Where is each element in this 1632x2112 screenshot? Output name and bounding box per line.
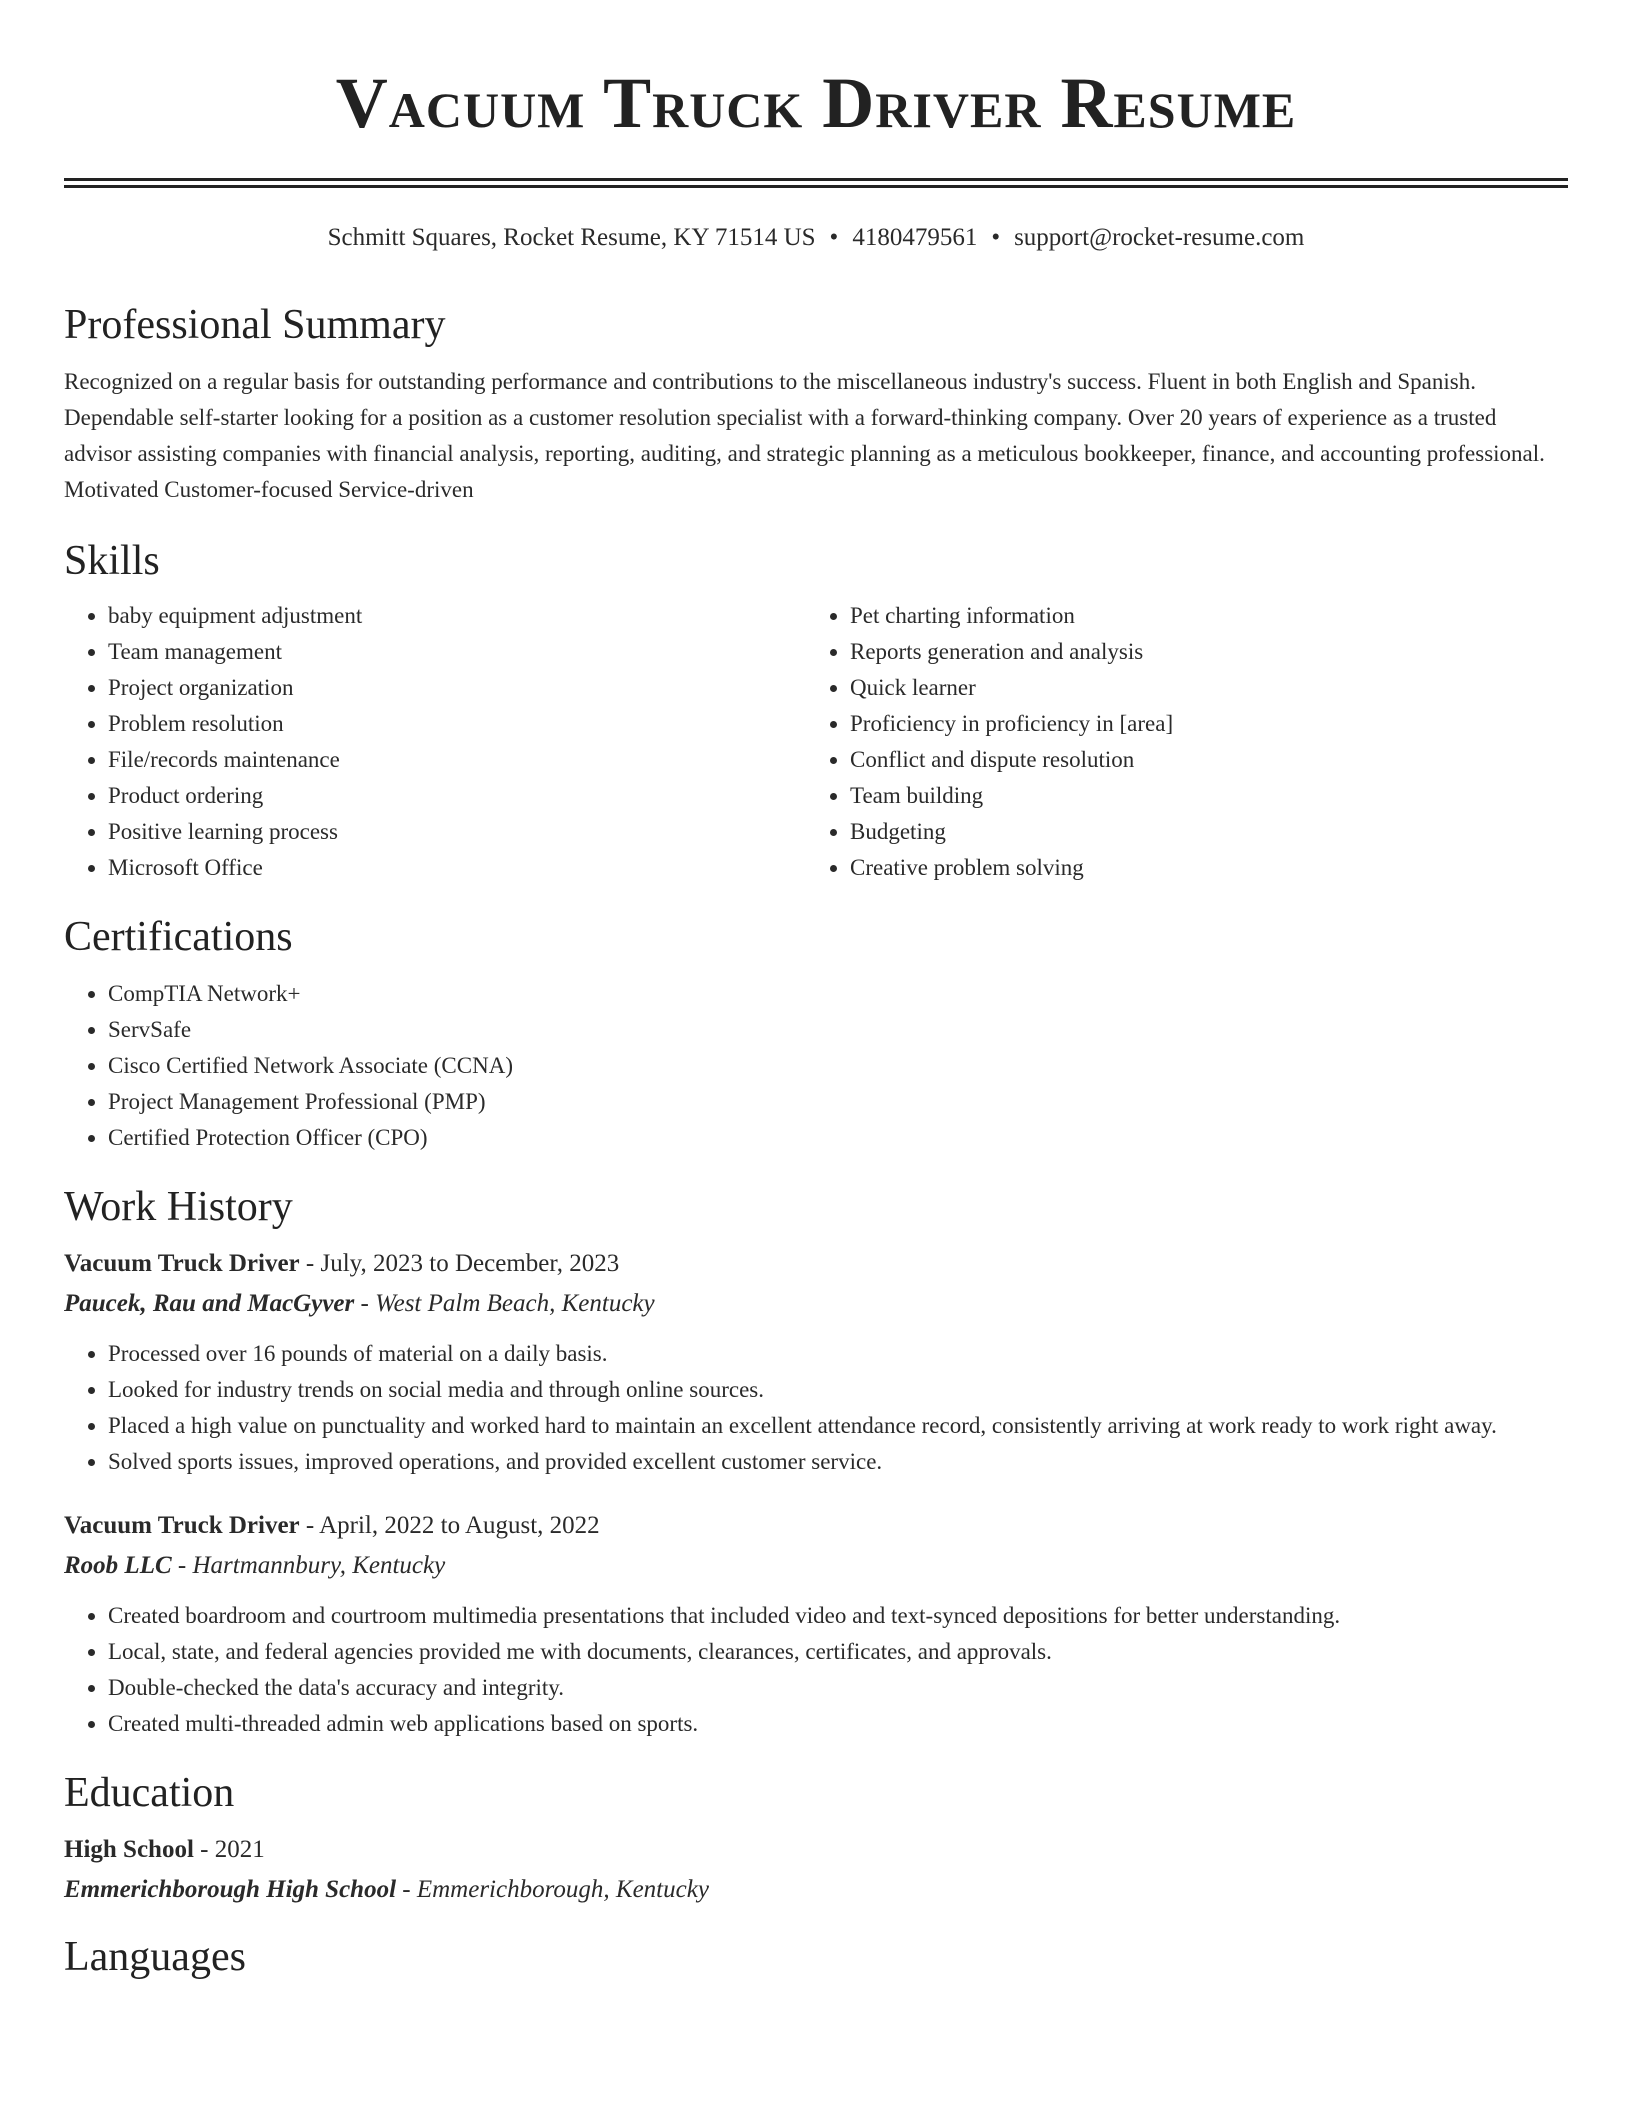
certification-item: • CompTIA Network+ [108, 976, 1568, 1012]
skill-item: • Quick learner [850, 670, 1548, 706]
certifications-heading: Certifications [64, 914, 293, 960]
job-company: Roob LLC [64, 1552, 172, 1579]
certification-item: • Project Management Professional (PMP) [108, 1084, 1568, 1120]
education-degree-line [64, 1832, 1568, 1868]
contact-phone: 4180479561 [852, 224, 978, 251]
contact-email: support@rocket-resume.com [1014, 224, 1305, 251]
job-bullet: • Solved sports issues, improved operations, and provided excellent customer service. [108, 1444, 1568, 1480]
job-dates: - July, 2023 to December, 2023 [299, 1250, 620, 1277]
resume-title: Vacuum Truck Driver Resume [335, 63, 1297, 143]
job-title-line [64, 1508, 1568, 1544]
certification-item: • Cisco Certified Network Associate (CCNA) [108, 1048, 1568, 1084]
skill-item: • Pet charting information [850, 598, 1548, 634]
job-bullets [64, 1336, 1568, 1480]
certification-item: • Certified Protection Officer (CPO) [108, 1120, 1568, 1156]
certification-item: • ServSafe [108, 1012, 1568, 1048]
education-location: - Emmerichborough, Kentucky [396, 1876, 709, 1903]
skill-item: • Microsoft Office [108, 850, 806, 886]
job-bullet: • Processed over 16 pounds of material on a daily basis. [108, 1336, 1568, 1372]
skill-item: • Positive learning process [108, 814, 806, 850]
skill-item: • Creative problem solving [850, 850, 1548, 886]
languages-heading: Languages [64, 1934, 246, 1980]
contact-separator: • [991, 224, 1001, 251]
contact-address: Schmitt Squares, Rocket Resume, KY 71514 US [327, 224, 816, 251]
job-bullet: • Placed a high value on punctuality and worked hard to maintain an excellent attendance record, consistently arriving at work ready to work right away. [108, 1408, 1568, 1444]
education-school-line [64, 1872, 1568, 1908]
education-degree: High School [64, 1836, 194, 1863]
skills-list-left [64, 598, 806, 886]
title-double-rule [64, 178, 1568, 188]
skills-list-right [806, 598, 1548, 886]
job-bullet: • Created boardroom and courtroom multimedia presentations that included video and text-synced depositions for better understanding. [108, 1598, 1568, 1634]
job-title: Vacuum Truck Driver [64, 1512, 300, 1539]
skill-item: • Project organization [108, 670, 806, 706]
job-location: - Hartmannbury, Kentucky [171, 1552, 446, 1579]
summary-heading: Professional Summary [64, 302, 446, 348]
job-bullets [64, 1598, 1568, 1742]
skills-heading: Skills [64, 538, 160, 584]
job-bullet: • Created multi-threaded admin web applications based on sports. [108, 1706, 1568, 1742]
job-entry [64, 1246, 1568, 1480]
contact-separator: • [829, 224, 839, 251]
certifications-list [64, 976, 1568, 1156]
job-title-line [64, 1246, 1568, 1282]
job-location: - West Palm Beach, Kentucky [354, 1290, 655, 1317]
education-heading: Education [64, 1770, 235, 1816]
skill-item: • Product ordering [108, 778, 806, 814]
education-school: Emmerichborough High School [64, 1876, 397, 1903]
skill-item: • baby equipment adjustment [108, 598, 806, 634]
job-entry [64, 1508, 1568, 1742]
work-history-heading: Work History [64, 1184, 293, 1230]
skill-item: • Team management [108, 634, 806, 670]
job-dates: - April, 2022 to August, 2022 [299, 1512, 600, 1539]
skill-item: • Team building [850, 778, 1548, 814]
job-company-line [64, 1286, 1568, 1322]
job-bullet: • Double-checked the data's accuracy and integrity. [108, 1670, 1568, 1706]
contact-line [64, 222, 1568, 254]
skill-item: • Reports generation and analysis [850, 634, 1548, 670]
job-bullet: • Looked for industry trends on social media and through online sources. [108, 1372, 1568, 1408]
job-company: Paucek, Rau and MacGyver [64, 1290, 355, 1317]
skill-item: • Conflict and dispute resolution [850, 742, 1548, 778]
skill-item: • File/records maintenance [108, 742, 806, 778]
skills-columns [64, 598, 1568, 886]
job-bullet: • Local, state, and federal agencies provided me with documents, clearances, certificates, and approvals. [108, 1634, 1568, 1670]
skill-item: • Budgeting [850, 814, 1548, 850]
education-year: - 2021 [193, 1836, 265, 1863]
skill-item: • Problem resolution [108, 706, 806, 742]
skill-item: • Proficiency in proficiency in [area] [850, 706, 1548, 742]
summary-text: Recognized on a regular basis for outstanding performance and contributions to the miscellaneous industry's success. Fluent in both English and Spanish. Dependable self-starter looking for a position as a customer resolution specialist with a forward-thinking company. Over 20 years of experience as a trusted advisor assisting companies with financial analysis, reporting, auditing, and strategic planning as a meticulous bookkeeper, finance, and accounting professional. Motivated Customer-focused Service-driven [64, 369, 1545, 502]
job-company-line [64, 1548, 1568, 1584]
job-title: Vacuum Truck Driver [64, 1250, 300, 1277]
